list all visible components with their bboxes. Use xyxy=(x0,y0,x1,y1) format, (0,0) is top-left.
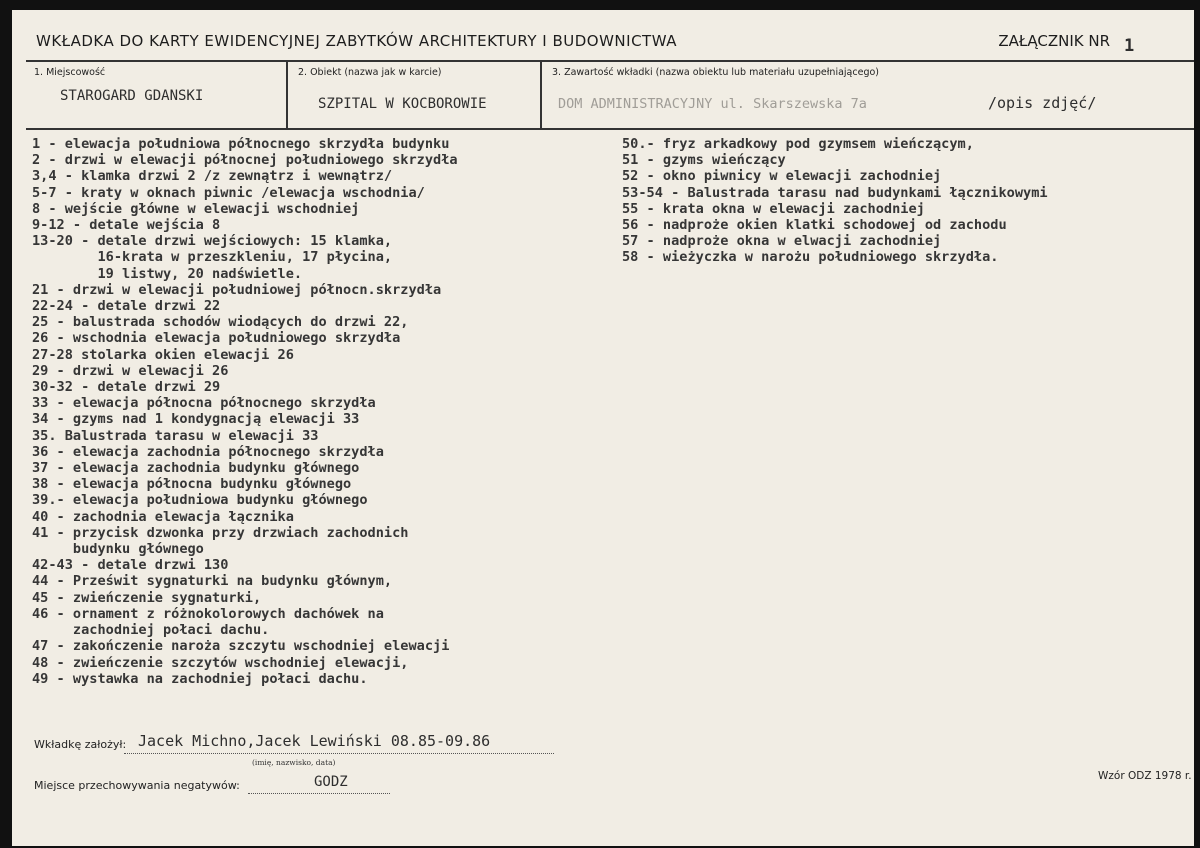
list-item: 1 - elewacja południowa północnego skrzydła budynku xyxy=(32,136,450,152)
content-value-faded: DOM ADMINISTRACYJNY ul. Skarszewska 7a xyxy=(558,96,867,112)
authors-hint: (imię, nazwisko, data) xyxy=(252,758,336,767)
list-item: 53-54 - Balustrada tarasu nad budynkami łącznikowymi xyxy=(622,184,1048,201)
list-item: 47 - zakończenie naroża szczytu wschodniej elewacji xyxy=(32,638,450,655)
list-item: 50.- fryz arkadkowy pod gzymsem wieńczącym, xyxy=(622,136,974,152)
content-value: /opis zdjęć/ xyxy=(988,94,1097,112)
list-item: 44 - Prześwit sygnaturki na budynku głównym, xyxy=(32,573,393,590)
rule-top xyxy=(26,60,1194,62)
locality-label: 1. Miejscowość xyxy=(34,67,106,78)
list-item: 13-20 - detale drzwi wejściowych: 15 klamka, xyxy=(32,233,393,250)
list-item: budynku głównego xyxy=(32,541,204,558)
list-item: 42-43 - detale drzwi 130 xyxy=(32,557,229,574)
content-label: 3. Zawartość wkładki (nazwa obiektu lub materiału uzupełniającego) xyxy=(552,67,879,78)
annex-number: 1 xyxy=(1124,36,1135,56)
list-item: 3,4 - klamka drzwi 2 /z zewnątrz i wewnątrz/ xyxy=(32,168,393,185)
list-item: 27-28 stolarka okien elewacji 26 xyxy=(32,346,294,363)
list-item: 46 - ornament z różnokolorowych dachówek na xyxy=(32,605,384,622)
list-item: 35. Balustrada tarasu w elewacji 33 xyxy=(32,427,319,444)
list-item: 39.- elewacja południowa budynku głównego xyxy=(32,492,368,509)
list-item: 2 - drzwi w elewacji północnej południowego skrzydła xyxy=(32,152,458,169)
card-title: WKŁADKA DO KARTY EWIDENCYJNEJ ZABYTKÓW ARCHITEKTURY I BUDOWNICTWA xyxy=(36,32,677,50)
list-item: 9-12 - detale wejścia 8 xyxy=(32,217,221,234)
rule-divider-2 xyxy=(540,61,542,128)
negatives-value: GODZ xyxy=(314,774,348,790)
list-item: 8 - wejście główne w elewacji wschodniej xyxy=(32,200,360,217)
list-item: 56 - nadproże okien klatki schodowej od zachodu xyxy=(622,217,1007,234)
list-item: 41 - przycisk dzwonka przy drzwiach zachodnich xyxy=(32,524,409,541)
photo-list-right xyxy=(622,136,1048,266)
list-item: 57 - nadproże okna w elwacji zachodniej xyxy=(622,233,942,250)
list-item: 38 - elewacja północna budynku głównego xyxy=(32,476,352,493)
list-item: 19 listwy, 20 nadświetle. xyxy=(32,265,303,282)
object-label: 2. Obiekt (nazwa jak w karcie) xyxy=(298,67,442,78)
photo-list-left xyxy=(32,136,458,687)
rule-divider-1 xyxy=(286,61,288,128)
template-label: Wzór ODZ 1978 r. xyxy=(1098,770,1192,782)
list-item: 29 - drzwi w elewacji 26 xyxy=(32,362,229,379)
list-item: 34 - gzyms nad 1 kondygnacją elewacji 33 xyxy=(32,411,360,428)
authors-line xyxy=(124,753,554,754)
list-item: 22-24 - detale drzwi 22 xyxy=(32,298,221,315)
list-item: 16-krata w przeszkleniu, 17 płycina, xyxy=(32,249,393,266)
negatives-label: Miejsce przechowywania negatywów: xyxy=(34,779,240,792)
list-item: 51 - gzyms wieńczący xyxy=(622,152,786,169)
list-item: 40 - zachodnia elewacja łącznika xyxy=(32,508,294,525)
list-item: 49 - wystawka na zachodniej połaci dachu. xyxy=(32,670,368,687)
object-value: SZPITAL W KOCBOROWIE xyxy=(318,96,487,112)
list-item: 55 - krata okna w elewacji zachodniej xyxy=(622,200,925,217)
list-item: 48 - zwieńczenie szczytów wschodniej elewacji, xyxy=(32,654,409,671)
list-item: 26 - wschodnia elewacja południowego skrzydła xyxy=(32,330,401,347)
locality-value: STAROGARD GDANSKI xyxy=(60,88,204,104)
list-item: 25 - balustrada schodów wiodących do drzwi 22, xyxy=(32,314,409,331)
list-item: 52 - okno piwnicy w elewacji zachodniej xyxy=(622,168,942,185)
list-item: 5-7 - kraty w oknach piwnic /elewacja wschodnia/ xyxy=(32,184,425,201)
authors-label: Wkładkę założył: xyxy=(34,738,127,751)
record-card xyxy=(12,10,1194,846)
list-item: 36 - elewacja zachodnia północnego skrzydła xyxy=(32,443,384,460)
list-item: zachodniej połaci dachu. xyxy=(32,622,270,639)
authors-value: Jacek Michno,Jacek Lewiński 08.85-09.86 xyxy=(138,732,491,750)
annex-label: ZAŁĄCZNIK NR xyxy=(998,32,1110,50)
rule-bottom xyxy=(26,128,1194,130)
list-item: 37 - elewacja zachodnia budynku głównego xyxy=(32,460,360,477)
list-item: 45 - zwieńczenie sygnaturki, xyxy=(32,589,262,606)
list-item: 30-32 - detale drzwi 29 xyxy=(32,379,221,396)
list-item: 58 - wieżyczka w narożu południowego skrzydła. xyxy=(622,249,999,266)
list-item: 33 - elewacja północna północnego skrzydła xyxy=(32,395,376,412)
negatives-line xyxy=(248,793,390,794)
list-item: 21 - drzwi w elewacji południowej północn.skrzydła xyxy=(32,281,442,298)
